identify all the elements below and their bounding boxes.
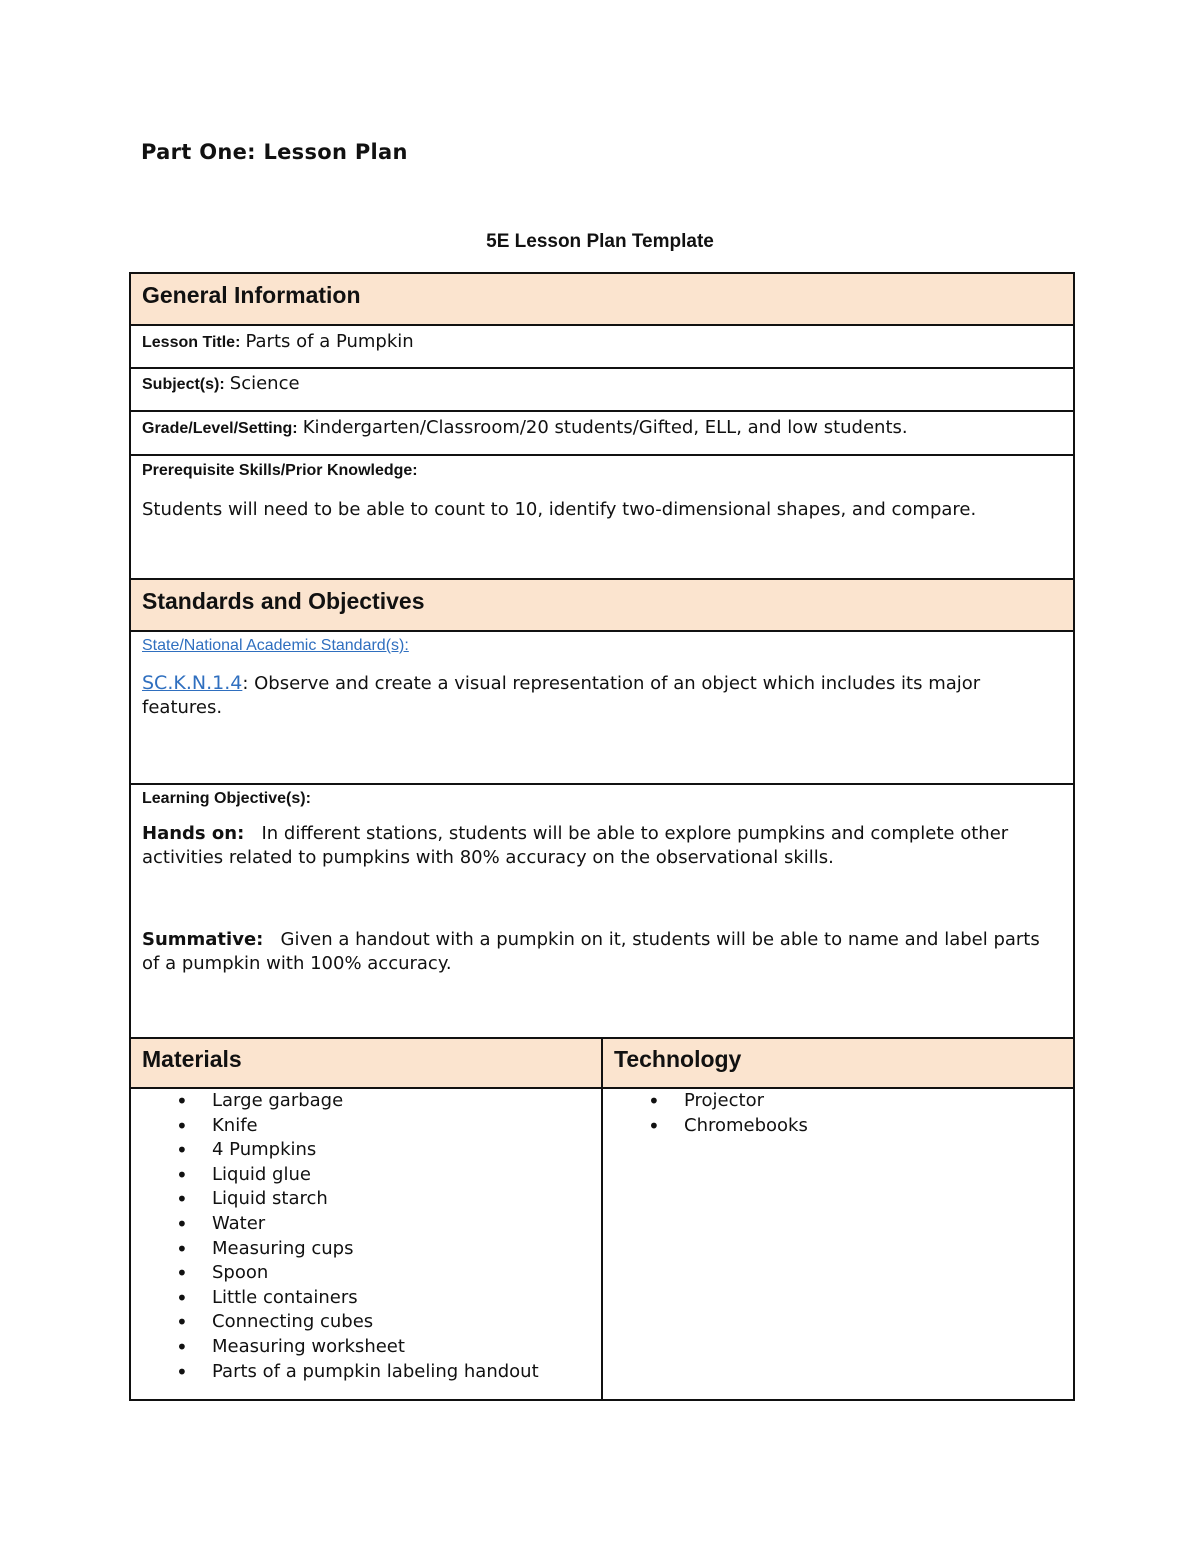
materials-technology-row <box>131 1089 1073 1399</box>
grade-label: Grade/Level/Setting: <box>142 420 298 437</box>
list-item: • Connecting cubes <box>212 1310 590 1335</box>
learning-objectives-label: Learning Objective(s): <box>142 790 311 807</box>
subjects-value: Science <box>229 373 300 394</box>
list-item: • Parts of a pumpkin labeling handout <box>212 1360 590 1385</box>
list-item: • Liquid starch <box>212 1187 590 1212</box>
materials-list <box>142 1089 590 1384</box>
lesson-plan-table <box>129 272 1075 1401</box>
technology-header-cell <box>603 1039 1073 1087</box>
standard-description <box>142 671 1062 720</box>
list-item: • Little containers <box>212 1286 590 1311</box>
subjects-row <box>131 369 1073 412</box>
academic-standards-row <box>131 632 1073 785</box>
materials-title: Materials <box>142 1046 242 1072</box>
list-item: • Measuring worksheet <box>212 1335 590 1360</box>
list-item: • Projector <box>684 1089 1062 1114</box>
list-item: • Liquid glue <box>212 1163 590 1188</box>
list-item: • Spoon <box>212 1261 590 1286</box>
list-item: • Chromebooks <box>684 1114 1062 1139</box>
lesson-title-row <box>131 326 1073 369</box>
standards-objectives-title: Standards and Objectives <box>142 588 425 614</box>
standards-objectives-header <box>131 580 1073 632</box>
hands-on-label: Hands on: <box>142 823 245 844</box>
list-item: • Water <box>212 1212 590 1237</box>
list-item: • 4 Pumpkins <box>212 1138 590 1163</box>
hands-on-objective <box>142 822 1062 870</box>
technology-title: Technology <box>614 1046 742 1072</box>
prerequisite-row <box>131 456 1073 580</box>
grade-level-setting-row <box>131 412 1073 456</box>
list-item: • Knife <box>212 1114 590 1139</box>
materials-list-cell <box>131 1089 603 1399</box>
grade-value: Kindergarten/Classroom/20 students/Gifted, ELL, and low students. <box>302 417 908 438</box>
prerequisite-label: Prerequisite Skills/Prior Knowledge: <box>142 462 418 479</box>
summative-label: Summative: <box>142 929 264 950</box>
materials-technology-header <box>131 1039 1073 1089</box>
standard-code-link[interactable]: SC.K.N.1.4 <box>142 672 243 694</box>
template-title: 5E Lesson Plan Template <box>486 231 714 252</box>
list-item: • Measuring cups <box>212 1237 590 1262</box>
academic-standards-link[interactable]: State/National Academic Standard(s): <box>142 637 409 654</box>
lesson-title-value: Parts of a Pumpkin <box>245 331 414 352</box>
technology-list <box>614 1089 1062 1138</box>
part-title: Part One: Lesson Plan <box>141 140 408 164</box>
summative-text: Given a handout with a pumpkin on it, students will be able to name and label parts of a pumpkin with 100% accuracy. <box>142 929 1040 974</box>
general-information-header <box>131 274 1073 326</box>
prerequisite-value: Students will need to be able to count to 10, identify two-dimensional shapes, and compare. <box>142 499 977 520</box>
subjects-label: Subject(s): <box>142 376 225 393</box>
general-information-title: General Information <box>142 282 361 308</box>
lesson-title-label: Lesson Title: <box>142 334 241 351</box>
materials-header-cell <box>131 1039 603 1087</box>
list-item: • Large garbage <box>212 1089 590 1114</box>
summative-objective <box>142 928 1062 976</box>
technology-list-cell <box>603 1089 1073 1399</box>
hands-on-text: In different stations, students will be able to explore pumpkins and complete other activities related to pumpkins with 80% accuracy on the observational skills. <box>142 823 1009 868</box>
standard-text: : Observe and create a visual representation of an object which includes its major features. <box>142 673 981 718</box>
learning-objectives-row <box>131 785 1073 1039</box>
